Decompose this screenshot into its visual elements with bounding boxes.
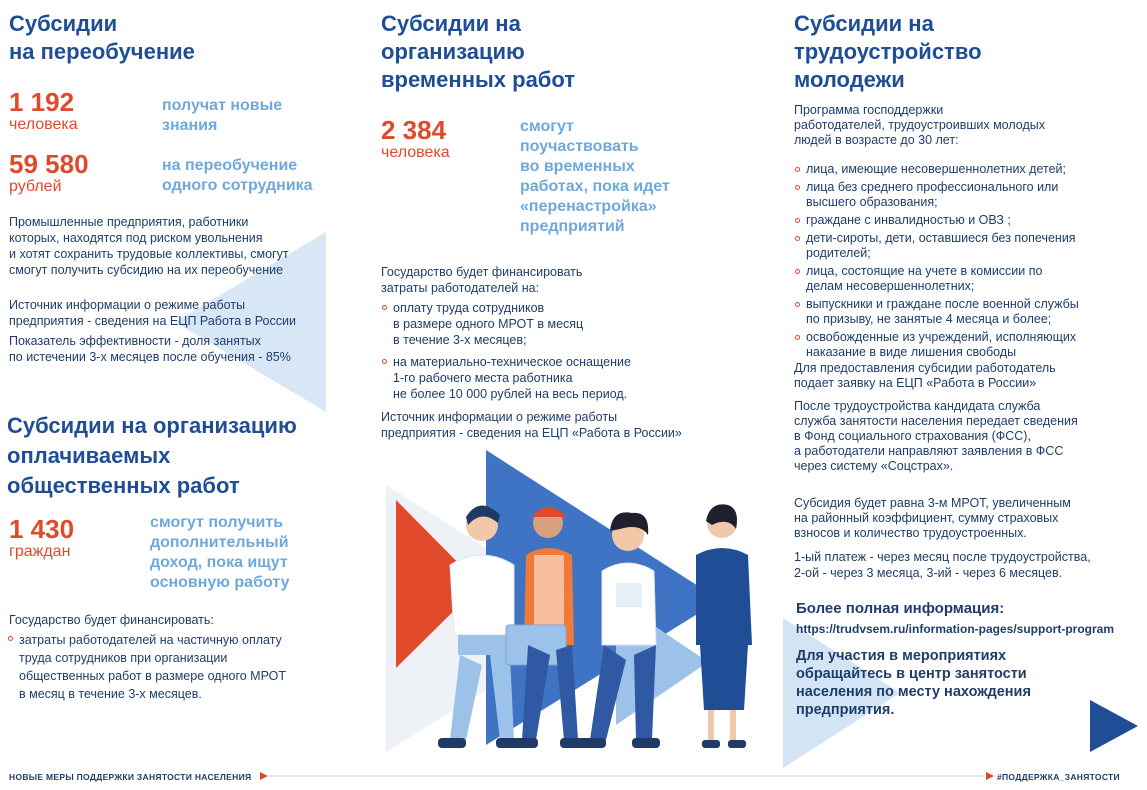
- stat-description: смогут поучаствовать во временных работах, пока идет «перенастройка» предприятий: [520, 118, 670, 235]
- youth-list: [794, 162, 1144, 363]
- title-public-works: Субсидии на организацию оплачиваемых общественных работ: [7, 413, 297, 498]
- stat-number: 59 580: [9, 149, 89, 179]
- footer-arrow-left: [260, 772, 268, 780]
- title-retraining: Субсидии на переобучение: [9, 11, 195, 64]
- list-item: дети-сироты, дети, оставшиеся без попечения родителей;: [794, 231, 1144, 261]
- footer-left: НОВЫЕ МЕРЫ ПОДДЕРЖКИ ЗАНЯТОСТИ НАСЕЛЕНИЯ: [9, 772, 252, 782]
- person-2: [506, 507, 588, 748]
- person-4: [696, 504, 752, 748]
- list-item: лица, состоящие на учете в комиссии по делам несовершеннолетних;: [794, 264, 1144, 294]
- stat-description: смогут получить дополнительный доход, пока ищут основную работу: [150, 514, 290, 591]
- stat-unit: граждан: [9, 543, 71, 560]
- stat-number: 2 384: [381, 115, 447, 145]
- stat-public-works: [9, 515, 74, 561]
- stat-number: 1 192: [9, 87, 75, 117]
- title-temporary-works: Субсидии на организацию временных работ: [381, 11, 576, 92]
- list-item: лица без среднего профессионального или высшего образования;: [794, 180, 1144, 210]
- list-item: граждане с инвалидностью и ОВЗ ;: [794, 213, 1144, 228]
- stat-temporary-works: [381, 116, 450, 162]
- triangle-right-navy: [1090, 700, 1138, 752]
- temporary-financing: Государство будет финансировать затраты работодателей на:: [381, 265, 583, 295]
- temporary-source: Источник информации о режиме работы предприятия - сведения на ЕЦП «Работа в России»: [381, 410, 682, 440]
- stat-unit: человека: [381, 144, 450, 161]
- public-works-list: [7, 631, 357, 706]
- list-item: освобожденные из учреждений, исполняющих наказание в виде лишения свободы: [794, 330, 1144, 360]
- stat-description: на переобучение одного сотрудника: [162, 157, 313, 194]
- youth-payments: 1-ый платеж - через месяц после трудоустройства, 2-ой - через 3 месяца, 3-ий - через 6 месяцев.: [794, 550, 1091, 580]
- public-works-financing: Государство будет финансировать:: [9, 613, 214, 627]
- youth-application: Для предоставления субсидии работодатель подает заявку на ЕЦП «Работа в России»: [794, 361, 1056, 390]
- people-illustration: [410, 495, 780, 760]
- list-item: оплату труда сотрудников в размере одного МРОТ в месяц в течение 3-х месяцев;: [381, 300, 741, 348]
- stat-unit: рублей: [9, 178, 62, 195]
- retraining-description: Промышленные предприятия, работники которых, находятся под риском увольнения и хотят сохранить трудовые коллективы, смогут смогут получить субсидию на их переобучение: [9, 215, 289, 277]
- more-info-link[interactable]: https://trudvsem.ru/information-pages/support-program: [796, 622, 1115, 636]
- list-item: лица, имеющие несовершеннолетних детей;: [794, 162, 1144, 177]
- youth-process: После трудоустройства кандидата служба служба занятости населения передает сведения в Фонд социального страхования (ФСС), а работодатели направляют заявления в ФСС через систему «Соцстрах».: [794, 399, 1078, 473]
- person-3: [578, 512, 660, 748]
- retraining-source: Источник информации о режиме работы предприятия - сведения на ЕЦП Работа в России: [9, 298, 296, 328]
- list-item: выпускники и граждане после военной службы по призыву, не занятые 4 месяца и более;: [794, 297, 1144, 327]
- more-info-title: Более полная информация:: [796, 600, 1005, 617]
- footer-arrow-right: [986, 772, 994, 780]
- list-item: на материально-техническое оснащение 1-го рабочего места работника не более 10 000 рублей на весь период.: [381, 354, 741, 402]
- youth-amount: Субсидия будет равна 3-м МРОТ, увеличенным на районный коэффициент, сумму страховых взносов и количество трудоустроенных.: [794, 496, 1071, 540]
- stat-retraining-people: [9, 88, 78, 134]
- stat-retraining-cost: [9, 150, 89, 196]
- stat-description: получат новые знания: [162, 97, 283, 134]
- footer-hashtag: #ПОДДЕРЖКА_ЗАНЯТОСТИ: [997, 772, 1120, 782]
- temporary-list: [381, 300, 741, 405]
- stat-number: 1 430: [9, 514, 75, 544]
- youth-intro: Программа господдержки работодателей, трудоустроивших молодых людей в возрасте до 30 лет:: [794, 103, 1046, 147]
- title-youth-employment: Субсидии на трудоустройство молодежи: [794, 11, 982, 92]
- list-item: затраты работодателей на частичную оплату труда сотрудников при организации общественных работ в размере одного МРОТ в месяц в течение 3-х месяцев.: [7, 631, 357, 703]
- stat-unit: человека: [9, 116, 78, 133]
- retraining-efficiency: Показатель эффективности - доля занятых по истечении 3-х месяцев после обучения - 85%: [9, 334, 291, 364]
- cta-text: Для участия в мероприятиях обращайтесь в центр занятости населения по месту нахождения предприятия.: [796, 648, 1031, 718]
